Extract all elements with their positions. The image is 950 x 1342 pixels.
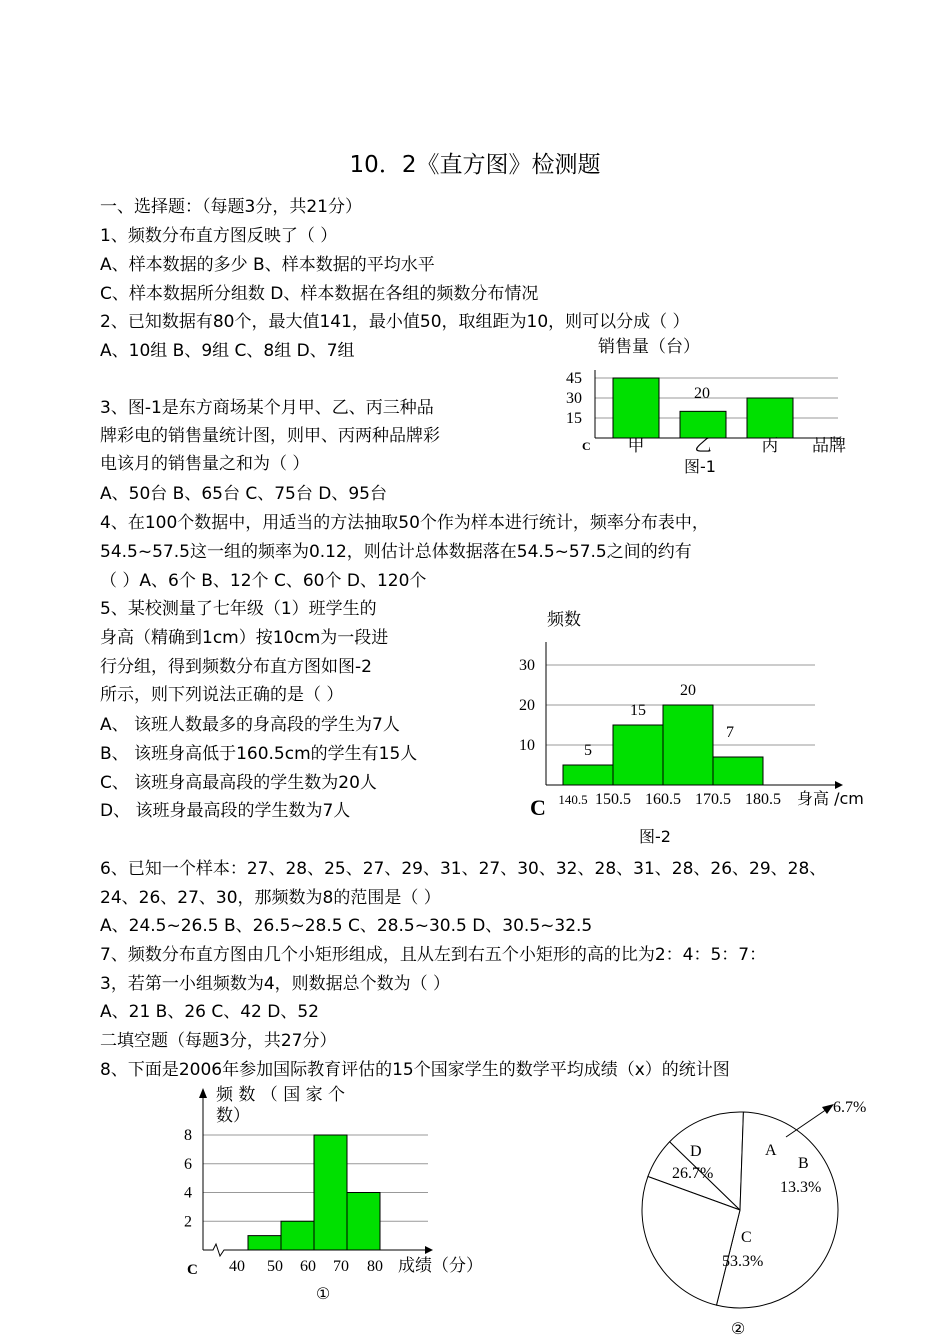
chart-2-xtick: 170.5 <box>695 791 731 808</box>
question-6-line-1: 6、已知一个样本：27、28、25、27、29、31、27、30、32、28、31、28、26、29、28、 <box>100 859 827 879</box>
chart-3-bar <box>281 1221 314 1250</box>
q5-option-a: A、 该班人数最多的身高段的学生为7人 <box>100 715 400 735</box>
question-4-line-2: 54.5~57.5这一组的频率为0.12，则估计总体数据落在54.5~57.5之间的约有 <box>100 542 692 562</box>
question-5-line-2: 身高（精确到1cm）按10cm为一段进 <box>100 628 389 648</box>
chart-figure-3 <box>180 1078 500 1308</box>
pie-label-b: B <box>798 1155 809 1172</box>
chart-2-xtick: 180.5 <box>745 791 781 808</box>
chart-figure-1 <box>560 330 860 480</box>
chart-3-ytick: 4 <box>184 1184 192 1202</box>
chart-figure-4 <box>635 1090 895 1340</box>
chart-2-data-label: 15 <box>630 702 646 719</box>
chart-2-xlabel: 身高 /cm <box>797 789 864 808</box>
q1-options-ab: A、样本数据的多少 B、样本数据的平均水平 <box>100 255 435 275</box>
chart-2-xtick: 150.5 <box>595 791 631 808</box>
q5-option-b: B、 该班身高低于160.5cm的学生有15人 <box>100 744 418 764</box>
question-4-line-1: 4、在100个数据中，用适当的方法抽取50个作为样本进行统计，频率分布表中， <box>100 513 709 533</box>
chart-1-xlabel: 品牌 <box>812 436 846 456</box>
chart-3-ylabel-line-1: 频 数 （ 国 家 个 <box>216 1085 346 1105</box>
chart-3-bar <box>248 1236 281 1250</box>
chart-1-category: 乙 <box>694 436 712 456</box>
chart-2-data-label: 7 <box>726 724 734 741</box>
chart-3-ylabel-line-2: 数） <box>216 1106 250 1126</box>
chart-1-bar <box>680 411 726 438</box>
chart-3-bar <box>314 1135 347 1250</box>
chart-1-ytick: 15 <box>566 410 582 427</box>
chart-4-caption: ② <box>730 1319 746 1338</box>
pie-callout-a: 6.7% <box>833 1099 867 1116</box>
chart-3-ytick: 2 <box>184 1213 192 1231</box>
question-2: 2、已知数据有80个，最大值141，最小值50，取组距为10，则可以分成（ ） <box>100 312 690 332</box>
question-5-line-1: 5、某校测量了七年级（1）班学生的 <box>100 599 377 619</box>
chart-1-data-label: 20 <box>694 385 710 402</box>
question-1: 1、频数分布直方图反映了（ ） <box>100 226 338 246</box>
chart-2-bar <box>663 705 713 785</box>
chart-figure-2 <box>505 600 885 855</box>
chart-2-ytick: 30 <box>519 657 535 674</box>
q7-options: A、21 B、26 C、42 D、52 <box>100 1002 319 1022</box>
chart-1-category: 丙 <box>761 436 779 456</box>
question-4-options: （ ）A、6个 B、12个 C、60个 D、120个 <box>100 571 427 591</box>
chart-3-xtick: 50 <box>267 1258 283 1275</box>
chart-1-caption: 图-1 <box>684 457 716 476</box>
chart-1-ylabel: 销售量（台） <box>598 337 700 357</box>
question-7-line-1: 7、频数分布直方图由几个小矩形组成，且从左到右五个小矩形的高的比为2：4：5：7： <box>100 945 767 965</box>
chart-3-ytick: 6 <box>184 1155 192 1173</box>
chart-1-ytick: 45 <box>566 370 582 387</box>
question-3-line-2: 牌彩电的销售量统计图，则甲、丙两种品牌彩 <box>100 426 440 446</box>
chart-3-ytick: 8 <box>184 1127 192 1144</box>
pie-label-a: A <box>765 1142 777 1159</box>
chart-2-xtick: 160.5 <box>645 791 681 808</box>
question-3-line-3: 电该月的销售量之和为（ ） <box>100 454 310 474</box>
chart-2-data-label: 5 <box>584 742 592 759</box>
chart-1-category: 甲 <box>627 436 645 456</box>
page-title: 10．2《直方图》检测题 <box>349 152 601 178</box>
pie-percent-c: 53.3% <box>722 1253 764 1270</box>
chart-2-ylabel: 频数 <box>547 610 581 630</box>
chart-3-caption: ① <box>315 1284 331 1303</box>
q5-option-d: D、 该班身最高段的学生数为7人 <box>100 801 351 821</box>
chart-2-xtick: 140.5 <box>558 792 588 807</box>
chart-1-bar <box>747 398 793 438</box>
q1-options-cd: C、样本数据所分组数 D、样本数据在各组的频数分布情况 <box>100 284 539 304</box>
chart-2-origin: C <box>530 795 546 820</box>
question-8: 8、下面是2006年参加国际教育评估的15个国家学生的数学平均成绩（x）的统计图 <box>100 1060 730 1080</box>
chart-3-xtick: 80 <box>367 1258 383 1275</box>
chart-3-xtick: 40 <box>229 1258 245 1275</box>
section-2-heading: 二填空题（每题3分，共27分） <box>100 1031 337 1051</box>
pie-percent-d: 26.7% <box>672 1165 714 1182</box>
chart-2-data-label: 20 <box>680 682 696 699</box>
pie-label-d: D <box>690 1143 702 1160</box>
q3-options: A、50台 B、65台 C、75台 D、95台 <box>100 484 387 504</box>
q5-option-c: C、 该班身高最高段的学生数为20人 <box>100 773 377 793</box>
question-5-line-3: 行分组，得到频数分布直方图如图-2 <box>100 657 372 677</box>
q6-options: A、24.5~26.5 B、26.5~28.5 C、28.5~30.5 D、30.5~32.5 <box>100 916 593 936</box>
chart-2-bar <box>613 725 663 785</box>
chart-3-xtick: 60 <box>300 1258 316 1275</box>
chart-3-xlabel: 成绩（分） <box>398 1256 483 1276</box>
pie-label-c: C <box>741 1229 752 1246</box>
section-heading: 一、选择题：（每题3分，共21分） <box>100 197 362 217</box>
chart-2-caption: 图-2 <box>639 827 671 846</box>
chart-3-xtick: 70 <box>333 1258 349 1275</box>
chart-3-bar <box>347 1193 380 1251</box>
chart-2-bar <box>713 757 763 785</box>
chart-1-bar <box>613 378 659 438</box>
question-7-line-2: 3，若第一小组频数为4，则数据总个数为（ ） <box>100 974 451 994</box>
chart-1-origin: C <box>582 439 591 453</box>
chart-1-ytick: 30 <box>566 390 582 407</box>
q2-options: A、10组 B、9组 C、8组 D、7组 <box>100 341 355 361</box>
chart-3-origin: C <box>187 1262 198 1278</box>
chart-2-ytick: 10 <box>519 737 535 754</box>
pie-percent-b: 13.3% <box>780 1179 822 1196</box>
chart-2-bar <box>563 765 613 785</box>
question-6-line-2: 24、26、27、30，那频数为8的范围是（ ） <box>100 888 441 908</box>
chart-2-ytick: 20 <box>519 697 535 714</box>
question-5-line-4: 所示，则下列说法正确的是（ ） <box>100 685 344 705</box>
question-3-line-1: 3、图-1是东方商场某个月甲、乙、丙三种品 <box>100 398 434 418</box>
